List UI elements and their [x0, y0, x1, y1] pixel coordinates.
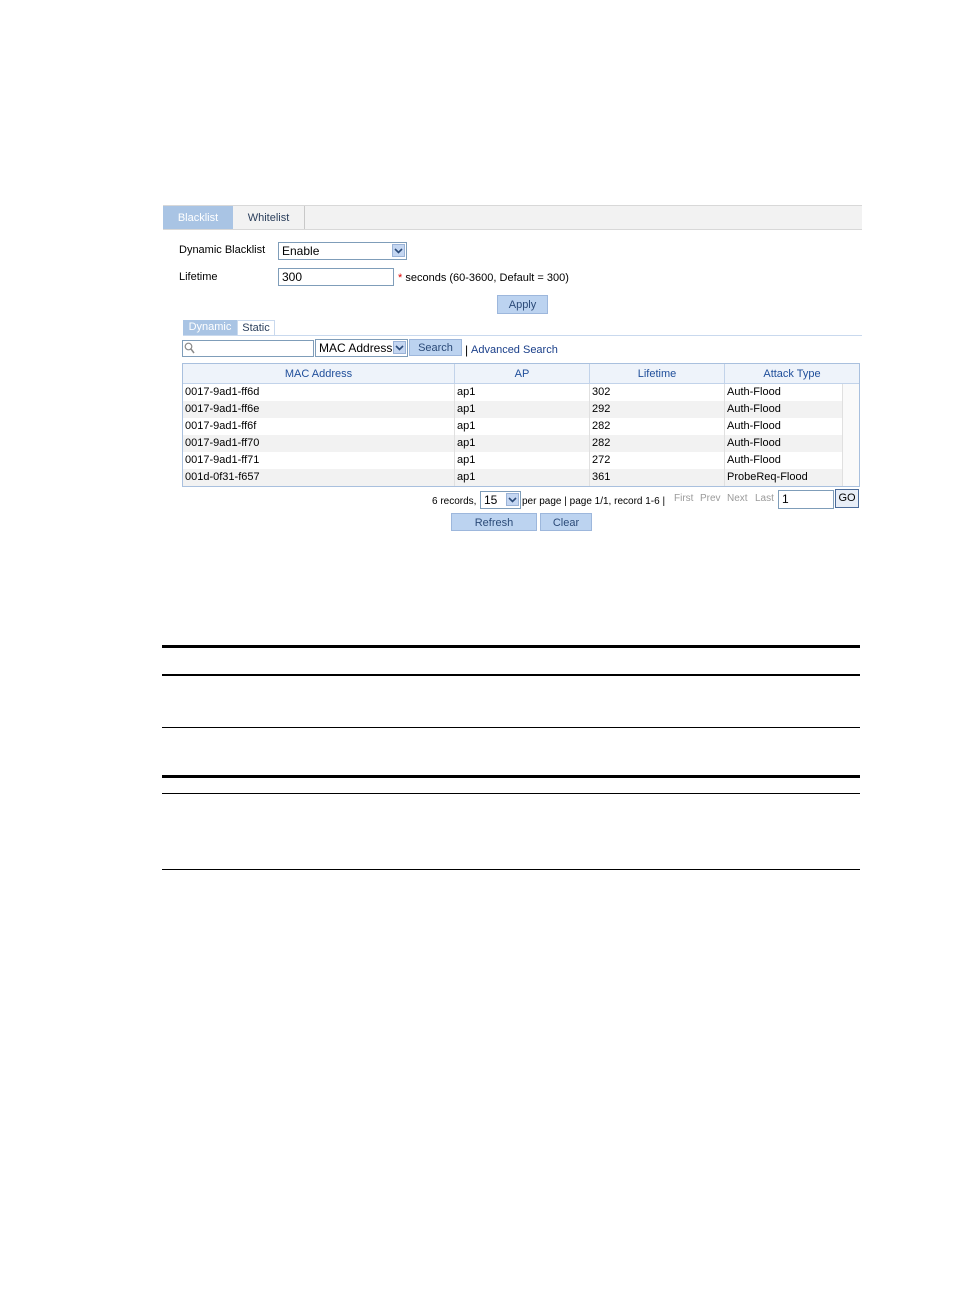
go-button[interactable]: GO: [835, 489, 859, 508]
chevron-down-icon: [393, 341, 406, 354]
lifetime-label: Lifetime: [179, 271, 218, 283]
tab-dynamic[interactable]: Dynamic: [183, 320, 237, 335]
tab-blacklist[interactable]: Blacklist: [163, 206, 233, 229]
column-header-mac[interactable]: MAC Address: [183, 364, 455, 383]
chevron-down-icon: [506, 493, 519, 506]
cell-lifetime: 302: [590, 384, 725, 401]
next-page-link[interactable]: Next: [727, 493, 748, 504]
cell-attack-type: Auth-Flood: [727, 403, 781, 415]
advanced-search-link[interactable]: Advanced Search: [471, 344, 558, 356]
column-header-ap[interactable]: AP: [455, 364, 590, 383]
records-count: 6 records,: [432, 496, 477, 507]
required-mark: *: [398, 272, 403, 284]
lifetime-input[interactable]: 300: [278, 268, 394, 286]
table-row[interactable]: [183, 452, 843, 469]
doc-table-rule-bottom: [162, 869, 860, 870]
cell-mac: 0017-9ad1-ff6f: [183, 418, 455, 435]
cell-ap: ap1: [455, 418, 590, 435]
tab-static[interactable]: Static: [237, 320, 275, 335]
search-field-value: MAC Address: [319, 341, 393, 355]
cell-lifetime: 361: [590, 469, 725, 486]
dynamic-blacklist-label: Dynamic Blacklist: [179, 244, 266, 256]
dynamic-blacklist-value: Enable: [282, 244, 320, 258]
cell-lifetime: 282: [590, 418, 725, 435]
table-scrollbar[interactable]: [842, 384, 859, 486]
cell-attack-type: Auth-Flood: [727, 386, 781, 398]
cell-attack-type: Auth-Flood: [727, 454, 781, 466]
prev-page-link[interactable]: Prev: [700, 493, 721, 504]
lifetime-hint-text: seconds (60-3600, Default = 300): [405, 272, 569, 284]
clear-button[interactable]: Clear: [540, 513, 592, 531]
apply-button[interactable]: Apply: [497, 295, 548, 314]
last-page-link[interactable]: Last: [755, 493, 774, 504]
page-info: per page | page 1/1, record 1-6 |: [522, 496, 666, 507]
cell-mac: 001d-0f31-f657: [183, 469, 455, 486]
dynamic-blacklist-select[interactable]: [278, 242, 407, 260]
table-row[interactable]: [183, 469, 843, 486]
doc-table-rule: [162, 793, 860, 794]
cell-ap: ap1: [455, 452, 590, 469]
column-header-attack-type[interactable]: Attack Type: [763, 368, 821, 380]
cell-attack-type: ProbeReq-Flood: [727, 471, 808, 483]
per-page-value: 15: [484, 493, 498, 507]
cell-lifetime: 282: [590, 435, 725, 452]
cell-attack-type: Auth-Flood: [727, 420, 781, 432]
column-header-lifetime[interactable]: Lifetime: [590, 364, 725, 383]
cell-mac: 0017-9ad1-ff71: [183, 452, 455, 469]
doc-table-rule: [162, 674, 860, 676]
cell-mac: 0017-9ad1-ff6d: [183, 384, 455, 401]
tab-whitelist[interactable]: Whitelist: [233, 206, 305, 229]
per-page-select[interactable]: [480, 491, 521, 509]
table-header: [183, 364, 859, 384]
table-row[interactable]: [183, 384, 843, 401]
list-tab-bar: [183, 320, 862, 336]
refresh-button[interactable]: Refresh: [451, 513, 537, 531]
separator: |: [465, 343, 469, 357]
cell-attack-type: Auth-Flood: [727, 437, 781, 449]
main-tab-bar: [163, 205, 862, 230]
doc-table-rule-top: [162, 645, 860, 648]
cell-mac: 0017-9ad1-ff6e: [183, 401, 455, 418]
first-page-link[interactable]: First: [674, 493, 694, 504]
cell-ap: ap1: [455, 435, 590, 452]
page-number-input[interactable]: 1: [778, 490, 834, 509]
cell-lifetime: 292: [590, 401, 725, 418]
search-field-select[interactable]: [315, 339, 408, 357]
blacklist-table: [182, 363, 860, 487]
table-row[interactable]: [183, 401, 843, 418]
cell-ap: ap1: [455, 401, 590, 418]
table-row[interactable]: [183, 435, 843, 452]
cell-ap: ap1: [455, 469, 590, 486]
search-button[interactable]: Search: [409, 339, 462, 356]
cell-mac: 0017-9ad1-ff70: [183, 435, 455, 452]
search-icon: [184, 342, 195, 357]
lifetime-hint: [398, 272, 569, 284]
doc-table-rule: [162, 727, 860, 728]
doc-table-rule-top: [162, 775, 860, 778]
cell-ap: ap1: [455, 384, 590, 401]
cell-lifetime: 272: [590, 452, 725, 469]
chevron-down-icon: [392, 244, 405, 257]
table-row[interactable]: [183, 418, 843, 435]
search-input[interactable]: [182, 340, 314, 357]
